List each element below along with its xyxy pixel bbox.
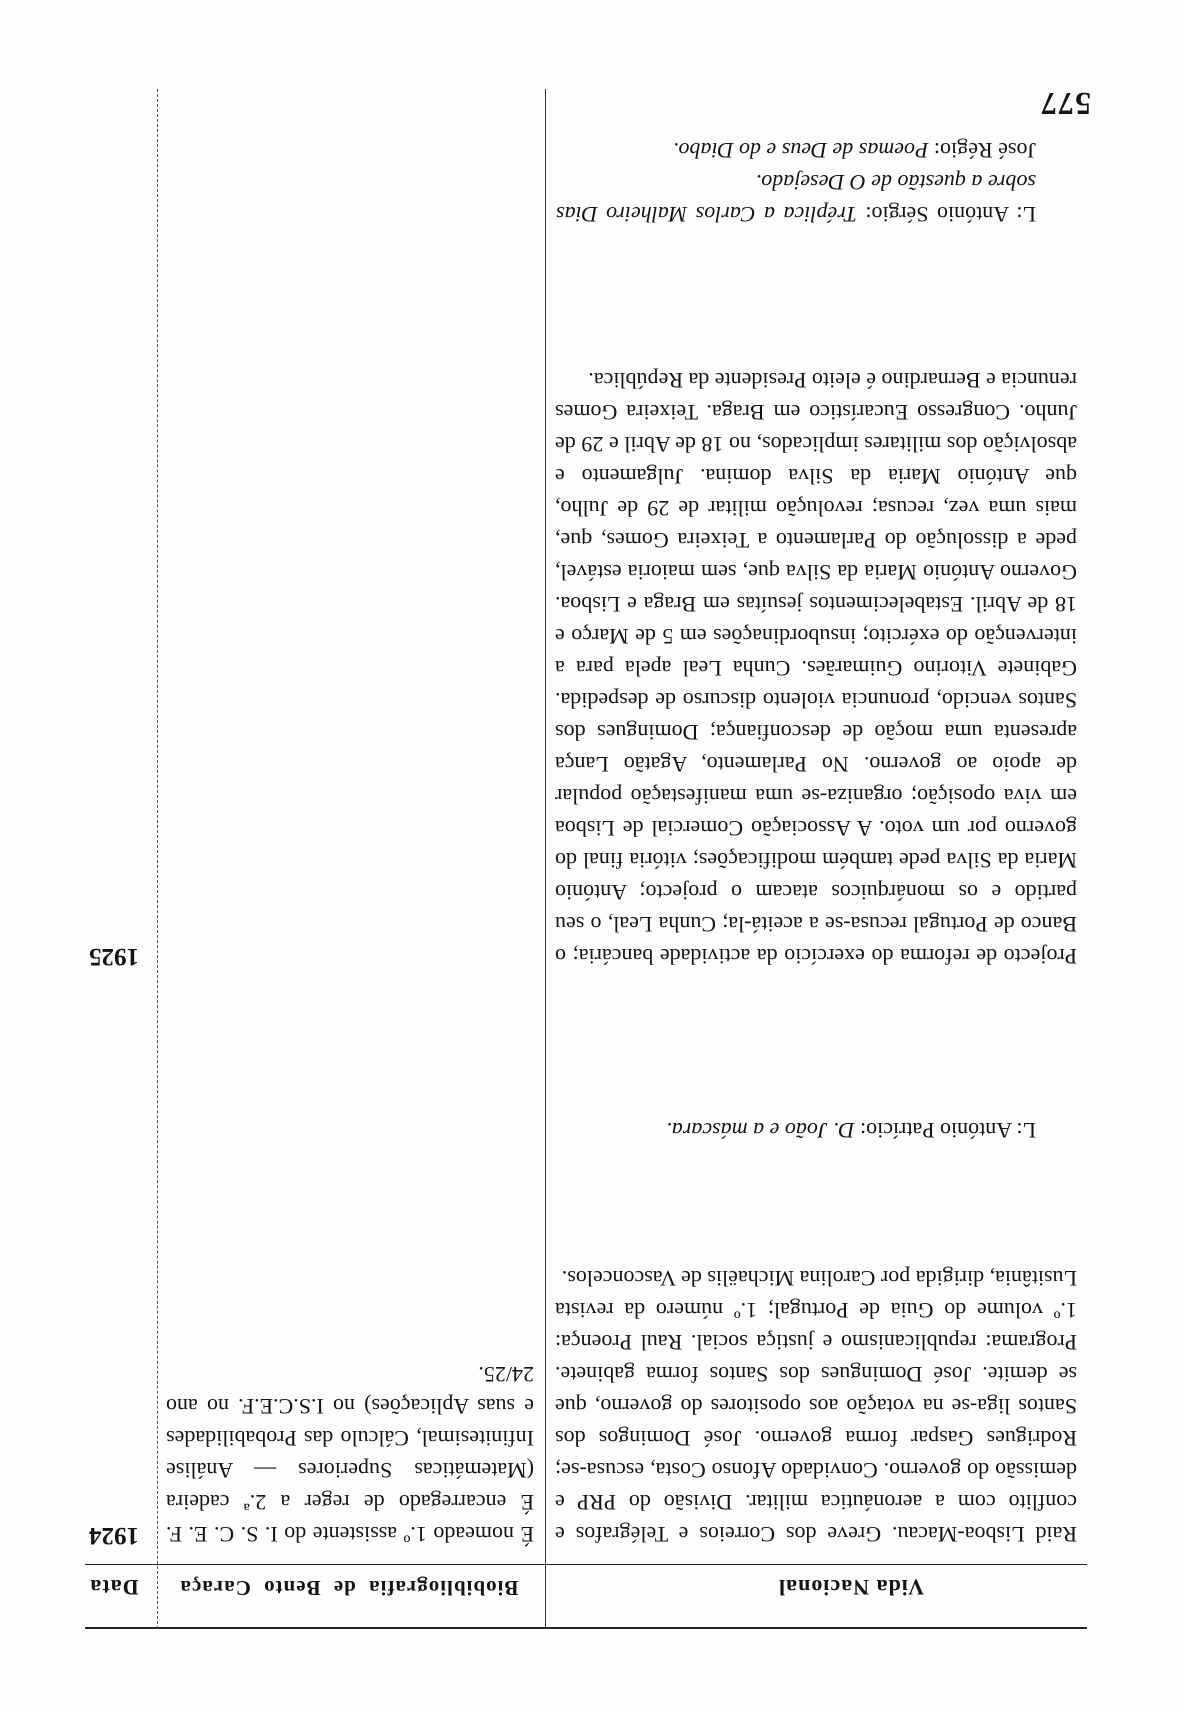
header-rule — [85, 1564, 1087, 1565]
column-header-data: Data — [89, 1575, 139, 1600]
page-number: 577 — [1040, 86, 1091, 122]
column-divider — [545, 89, 546, 1629]
top-rule — [85, 1627, 1087, 1629]
lit-author: José Régio: — [933, 138, 1036, 163]
year-1924: 1924 — [89, 1522, 139, 1549]
vida-nacional-1925 — [555, 364, 1077, 972]
lit-prefix: L: — [1016, 1118, 1036, 1143]
lit-author: António Sérgio: — [865, 202, 1010, 227]
vida-1924-literature — [556, 1114, 1036, 1146]
column-header-biobibliografia: Biobibliografia de Bento Caraça — [179, 1576, 519, 1600]
column-divider — [156, 89, 158, 1629]
vida-1925-literature — [556, 134, 1036, 230]
year-1925: 1925 — [89, 943, 139, 970]
lit-work: D. João e a máscara. — [666, 1118, 855, 1143]
lit-prefix: L: — [1016, 202, 1036, 227]
lit-work: Tréplica a Carlos Malheiro Dias sobre a questão de O Desejado. — [556, 170, 1036, 227]
biobibliografia-1924 — [166, 1358, 534, 1550]
lit-author: António Patrício: — [859, 1118, 1013, 1143]
bio-1924-text: É nomeado 1.º assistente do I. S. C. E. F. É encarregado de reger a 2.ª cadeira (Matemáticas Superiores — Análise Infinitesimal, Cálculo das Probabilidades e suas Aplicações) no I.S.C.E.F. no ano 24/25. — [166, 1362, 534, 1547]
vida-1925-text: Projecto de reforma do exercício da actividade bancária; o Banco de Portugal recusa-se a aceitá-la; Cunha Leal, o seu partido e os monárquicos atacam o projecto; António Maria da Silva pede também modificações; vitória final do governo por um voto. A Associação Comercial de Lisboa em viva oposição; organiza-se uma manifestação popular de apoio ao governo. No Parlamento, Agatão Lança apresenta uma moção de desconfiança; Domingues dos Santos vencido, pronuncia violento discurso de despedida. Gabinete Vitorino Guimarães. Cunha Leal apela para a intervenção do exército; insubordinações em 5 de Março e 18 de Abril. Estabelecimentos jesuítas em Braga e Lisboa. Governo António Maria da Silva que, sem maioria estável, pede a dissolução do Parlamento a Teixeira Gomes, que, mais uma vez, recusa; revolução militar de 29 de Julho, que António Maria da Silva domina. Julgamento e absolvição dos militares implicados, no 18 de Abril e 29 de Junho. Congresso Eucarístico em Braga. Teixeira Gomes renuncia e Bernardino é eleito Presidente da República. — [555, 368, 1077, 969]
vida-nacional-1924 — [555, 1262, 1077, 1550]
vida-1924-text: Raid Lisboa-Macau. Greve dos Correios e Telégrafos e conflito com a aeronáutica militar. Divisão do PRP e demissão do governo. Convidado Afonso Costa, escusa-se; Rodrigues Gaspar forma governo. José Domingos dos Santos liga-se na votação aos opositores do governo, que se demite. José Domingues dos Santos forma gabinete. Programa: republicanismo e justiça social. Raul Proença: 1.º volume do Guia de Portugal; 1.º número da revista Lusitânia, dirigida por Carolina Michaëlis de Vasconcelos. — [555, 1266, 1077, 1547]
column-header-vida-nacional: Vida Nacional — [777, 1575, 924, 1600]
lit-work: Poemas de Deus e do Diabo. — [673, 138, 929, 163]
